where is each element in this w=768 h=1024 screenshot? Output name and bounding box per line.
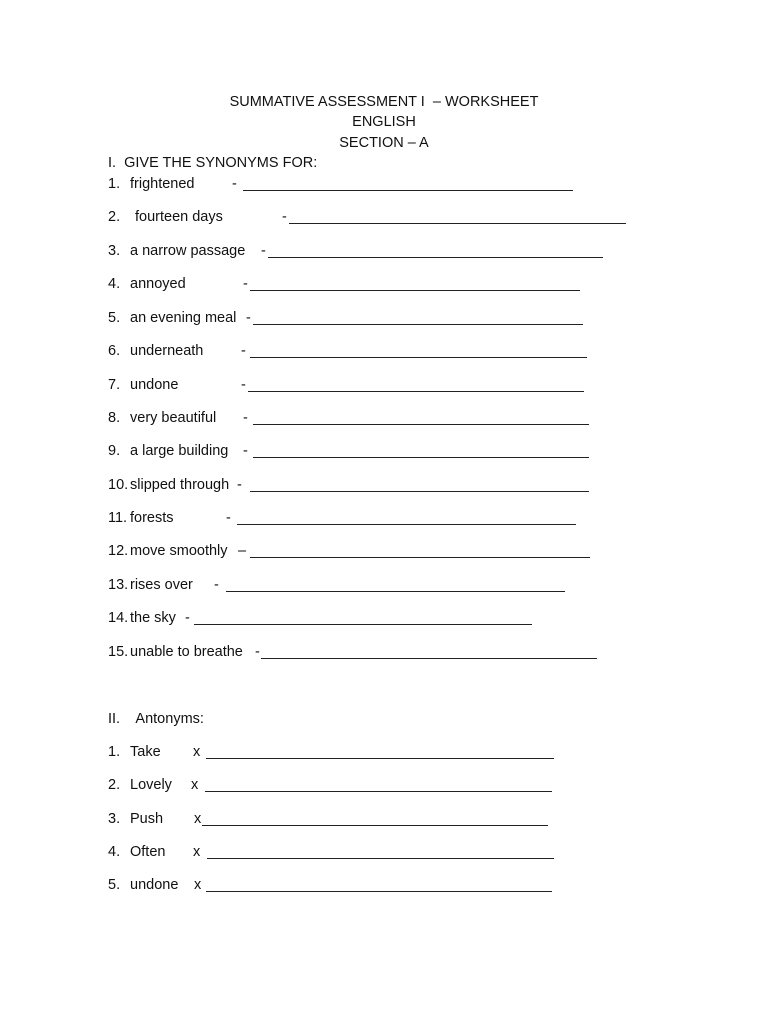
answer-blank[interactable] <box>250 491 589 492</box>
item-number: 15. <box>108 644 129 660</box>
item-number: 2. <box>108 209 121 225</box>
item-number: 7. <box>108 377 121 393</box>
item-term: Often <box>130 844 166 860</box>
item-number: 8. <box>108 410 121 426</box>
item-separator: - <box>232 176 237 192</box>
answer-blank[interactable] <box>206 891 552 892</box>
item-number: 13. <box>108 577 129 593</box>
item-number: 1. <box>108 744 121 760</box>
item-number: 10. <box>108 477 129 493</box>
answer-blank[interactable] <box>250 357 587 358</box>
item-term: fourteen days <box>135 209 223 225</box>
item-separator: - <box>214 577 219 593</box>
item-separator: - <box>261 243 266 259</box>
answer-blank[interactable] <box>237 524 576 525</box>
item-term: undone <box>130 877 179 893</box>
item-number: 1. <box>108 176 121 192</box>
answer-blank[interactable] <box>202 825 548 826</box>
item-number: 11. <box>108 510 128 526</box>
title-numeral: I <box>420 94 425 110</box>
answer-blank[interactable] <box>206 758 554 759</box>
item-term: rises over <box>130 577 193 593</box>
item-number: 12. <box>108 543 129 559</box>
item-number: 5. <box>108 310 121 326</box>
item-separator: x <box>191 777 199 793</box>
answer-blank[interactable] <box>253 424 589 425</box>
item-separator: x <box>193 744 201 760</box>
answer-blank[interactable] <box>253 457 589 458</box>
item-term: the sky <box>130 610 176 626</box>
title-main: SUMMATIVE ASSESSMENT <box>229 94 417 110</box>
synonyms-heading-text: GIVE THE SYNONYMS FOR: <box>124 155 318 171</box>
antonyms-heading-num: II. <box>108 711 121 727</box>
item-term: Take <box>130 744 161 760</box>
item-term: undone <box>130 377 179 393</box>
item-term: move smoothly <box>130 543 228 559</box>
item-separator: - <box>241 377 246 393</box>
item-separator: - <box>255 644 260 660</box>
item-term: Push <box>130 811 164 827</box>
item-separator: - <box>243 276 248 292</box>
item-term: very beautiful <box>130 410 217 426</box>
answer-blank[interactable] <box>226 591 565 592</box>
title-suffix: – WORKSHEET <box>432 94 539 110</box>
item-number: 4. <box>108 276 121 292</box>
antonyms-heading-text: Antonyms: <box>135 711 204 727</box>
item-term: slipped through <box>130 477 230 493</box>
item-number: 3. <box>108 243 121 259</box>
answer-blank[interactable] <box>194 624 532 625</box>
answer-blank[interactable] <box>250 557 590 558</box>
answer-blank[interactable] <box>243 190 573 191</box>
section-heading: SECTION – A <box>339 135 429 151</box>
synonyms-heading <box>108 153 317 173</box>
item-separator: - <box>282 209 287 225</box>
item-number: 3. <box>108 811 121 827</box>
item-term: forests <box>130 510 174 526</box>
antonyms-heading <box>108 709 204 729</box>
item-separator: - <box>246 310 251 326</box>
item-number: 6. <box>108 343 121 359</box>
answer-blank[interactable] <box>253 324 583 325</box>
worksheet-title <box>0 92 768 112</box>
item-term: annoyed <box>130 276 186 292</box>
answer-blank[interactable] <box>289 223 626 224</box>
item-separator: - <box>185 610 190 626</box>
answer-blank[interactable] <box>250 290 580 291</box>
item-number: 14. <box>108 610 129 626</box>
item-separator: - <box>237 477 242 493</box>
answer-blank[interactable] <box>205 791 552 792</box>
subject-heading: ENGLISH <box>352 114 416 130</box>
item-separator: - <box>243 410 248 426</box>
item-term: underneath <box>130 343 204 359</box>
answer-blank[interactable] <box>261 658 597 659</box>
item-term: an evening meal <box>130 310 237 326</box>
answer-blank[interactable] <box>248 391 584 392</box>
item-number: 4. <box>108 844 121 860</box>
item-separator: - <box>243 443 248 459</box>
answer-blank[interactable] <box>268 257 603 258</box>
item-separator: – <box>238 543 247 559</box>
item-number: 2. <box>108 777 121 793</box>
item-separator: x <box>193 844 201 860</box>
item-separator: - <box>226 510 231 526</box>
item-term: unable to breathe <box>130 644 243 660</box>
item-number: 5. <box>108 877 121 893</box>
item-separator: - <box>241 343 246 359</box>
item-term: a large building <box>130 443 229 459</box>
item-number: 9. <box>108 443 121 459</box>
item-term: a narrow passage <box>130 243 246 259</box>
item-separator: x <box>194 811 202 827</box>
item-separator: x <box>194 877 202 893</box>
answer-blank[interactable] <box>207 858 554 859</box>
synonyms-heading-num: I. <box>108 155 117 171</box>
item-term: Lovely <box>130 777 172 793</box>
item-term: frightened <box>130 176 195 192</box>
